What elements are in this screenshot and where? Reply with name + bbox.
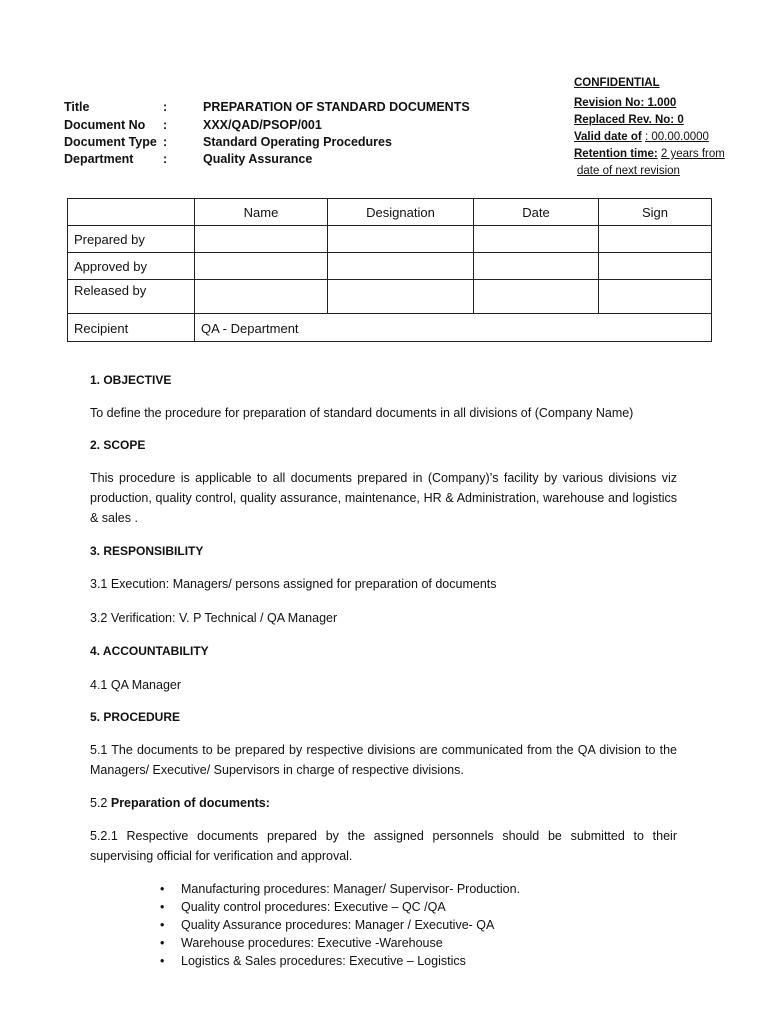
list-item (160, 952, 520, 970)
released-by-name-cell (195, 280, 328, 314)
revision-no: Revision No: 1.000 (574, 97, 677, 109)
list-item-text: Quality Assurance procedures: Manager / Executive- QA (181, 918, 495, 932)
retention-time-value2: date of next revision (577, 165, 680, 177)
col-name: Name (195, 199, 328, 226)
responsibility-heading: 3. RESPONSIBILITY (90, 544, 204, 558)
bullet-icon: • (160, 900, 165, 914)
list-item-text: Warehouse procedures: Executive -Warehouse (181, 936, 443, 950)
document-no-colon: : (163, 118, 168, 132)
procedure-heading: 5. PROCEDURE (90, 710, 181, 724)
replaced-rev-no: Replaced Rev. No: 0 (574, 114, 684, 126)
signoff-header-row (68, 199, 712, 226)
scope-text: This procedure is applicable to all documents prepared in (Company)’s facility by various divisions viz production, quality control, quality assurance, maintenance, HR & Administration, warehouse and logistics & sales . (90, 471, 677, 525)
released-by-date-cell (474, 280, 599, 314)
list-item (160, 916, 520, 934)
approved-by-label: Approved by (68, 253, 195, 280)
confidential-label: CONFIDENTIAL (574, 77, 660, 89)
procedure-5-2 (90, 793, 677, 813)
released-by-designation-cell (328, 280, 474, 314)
valid-date-label: Valid date of (574, 131, 642, 143)
retention-time-line2 (574, 163, 725, 180)
procedure-5-2-1: 5.2.1 Respective documents prepared by the assigned personnels should be submitted to their supervising official for verification and approval. (90, 829, 677, 863)
bullet-icon: • (160, 882, 165, 896)
list-item (160, 880, 520, 898)
table-row (68, 253, 712, 280)
col-date: Date (474, 199, 599, 226)
responsibility-execution: 3.1 Execution: Managers/ persons assigned for preparation of documents (90, 577, 497, 591)
department-label: Department (64, 152, 134, 166)
scope-heading: 2. SCOPE (90, 438, 146, 452)
valid-date (574, 129, 725, 146)
signoff-corner-cell (68, 199, 195, 226)
prepared-by-designation-cell (328, 226, 474, 253)
list-item (160, 934, 520, 952)
document-type-label: Document Type (64, 135, 157, 149)
accountability-qa-manager: 4.1 QA Manager (90, 678, 182, 692)
title-value: PREPARATION OF STANDARD DOCUMENTS (203, 100, 470, 114)
recipient-label: Recipient (68, 314, 195, 342)
procedure-5-1: 5.1 The documents to be prepared by respective divisions are communicated from the QA division to the Managers/ Executive/ Supervisors in charge of respective divisions. (90, 743, 677, 777)
title-label: Title (64, 100, 90, 114)
responsible-persons-list (160, 880, 520, 970)
department-value: Quality Assurance (203, 152, 313, 166)
bullet-icon: • (160, 954, 165, 968)
accountability-heading: 4. ACCOUNTABILITY (90, 644, 209, 658)
col-sign: Sign (599, 199, 712, 226)
procedure-5-2-number: 5.2 (90, 796, 111, 810)
document-no-value: XXX/QAD/PSOP/001 (203, 118, 322, 132)
approved-by-designation-cell (328, 253, 474, 280)
objective-text: To define the procedure for preparation of standard documents in all divisions of (Company Name) (90, 406, 634, 420)
retention-time (574, 146, 725, 163)
document-type-value: Standard Operating Procedures (203, 135, 392, 149)
bullet-icon: • (160, 918, 165, 932)
list-item (160, 898, 520, 916)
list-item-text: Logistics & Sales procedures: Executive – Logistics (181, 954, 466, 968)
document-no-label: Document No (64, 118, 146, 132)
list-item-text: Quality control procedures: Executive – QC /QA (181, 900, 446, 914)
confidential-block (574, 75, 725, 180)
prepared-by-date-cell (474, 226, 599, 253)
released-by-sign-cell (599, 280, 712, 314)
signoff-table (67, 198, 712, 342)
department-colon: : (163, 152, 168, 166)
valid-date-value: : 00.00.0000 (644, 131, 709, 143)
prepared-by-name-cell (195, 226, 328, 253)
table-row (68, 314, 712, 342)
approved-by-name-cell (195, 253, 328, 280)
title-colon: : (163, 100, 168, 114)
approved-by-date-cell (474, 253, 599, 280)
table-row (68, 226, 712, 253)
table-row (68, 280, 712, 314)
prepared-by-label: Prepared by (68, 226, 195, 253)
procedure-5-2-title: Preparation of documents: (110, 796, 270, 810)
recipient-value: QA - Department (195, 314, 712, 342)
retention-time-label: Retention time: (574, 148, 658, 160)
retention-time-value: 2 years from (660, 148, 725, 160)
bullet-icon: • (160, 936, 165, 950)
list-item-text: Manufacturing procedures: Manager/ Supervisor- Production. (181, 882, 521, 896)
approved-by-sign-cell (599, 253, 712, 280)
objective-heading: 1. OBJECTIVE (90, 373, 172, 387)
prepared-by-sign-cell (599, 226, 712, 253)
released-by-label: Released by (68, 280, 195, 314)
col-designation: Designation (328, 199, 474, 226)
document-type-colon: : (163, 135, 168, 149)
responsibility-verification: 3.2 Verification: V. P Technical / QA Manager (90, 611, 338, 625)
